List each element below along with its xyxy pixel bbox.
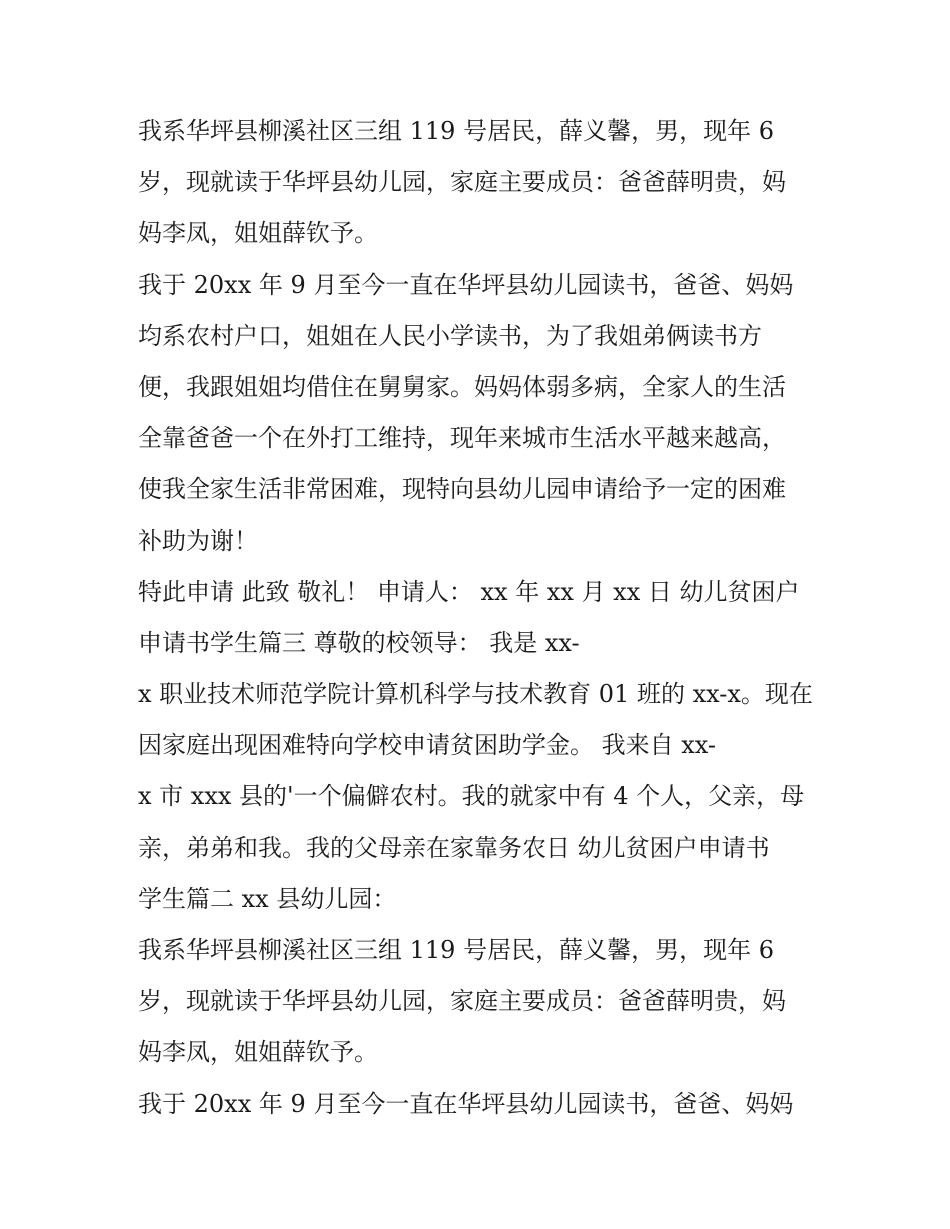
document-body (138, 111, 818, 1135)
text-line: 亲，弟弟和我。我的父母亲在家靠务农日 幼儿贫困户申请书 (138, 833, 770, 862)
text-line: x 职业技术师范学院计算机科学与技术教育 01 班的 xx-x。现在 (138, 680, 813, 709)
text-line: 全靠爸爸一个在外打工维持，现年来城市生活水平越来越高， (138, 424, 786, 453)
text-line: 我系华坪县柳溪社区三组 119 号居民，薛义馨，男，现年 6 (138, 936, 774, 964)
text-line: 均系农村户口，姐姐在人民小学读书，为了我姐弟俩读书方 (138, 321, 762, 350)
text-line: 因家庭出现困难特向学校申请贫困助学金。 我来自 xx- (138, 731, 717, 760)
text-line: 便，我跟姐姐均借住在舅舅家。妈妈体弱多病，全家人的生活 (138, 372, 786, 401)
text-line: 补助为谢！ (138, 526, 258, 555)
text-line: 妈李凤，姐姐薛钦予。 (138, 219, 378, 248)
text-line: 我于 20xx 年 9 月至今一直在华坪县幼儿园读书，爸爸、妈妈 (138, 1089, 794, 1118)
text-line: 妈李凤，姐姐薛钦予。 (138, 1038, 378, 1067)
text-line: 我于 20xx 年 9 月至今一直在华坪县幼儿园读书，爸爸、妈妈 (138, 270, 794, 299)
text-line: 岁，现就读于华坪县幼儿园，家庭主要成员：爸爸薛明贵，妈 (138, 987, 786, 1016)
text-line: 申请书学生篇三 尊敬的校领导： 我是 xx- (138, 628, 580, 657)
text-line: 学生篇二 xx 县幼儿园： (138, 884, 397, 913)
text-line: x 市 xxx 县的'一个偏僻农村。我的就家中有 4 个人，父亲，母 (138, 782, 805, 811)
text-line: 岁，现就读于华坪县幼儿园，家庭主要成员：爸爸薛明贵，妈 (138, 168, 786, 197)
text-line: 我系华坪县柳溪社区三组 119 号居民，薛义馨，男，现年 6 (138, 117, 774, 145)
text-line: 特此申请 此致 敬礼！ 申请人： xx 年 xx 月 xx 日 幼儿贫困户 (138, 577, 800, 606)
text-line: 使我全家生活非常困难，现特向县幼儿园申请给予一定的困难 (138, 475, 786, 504)
